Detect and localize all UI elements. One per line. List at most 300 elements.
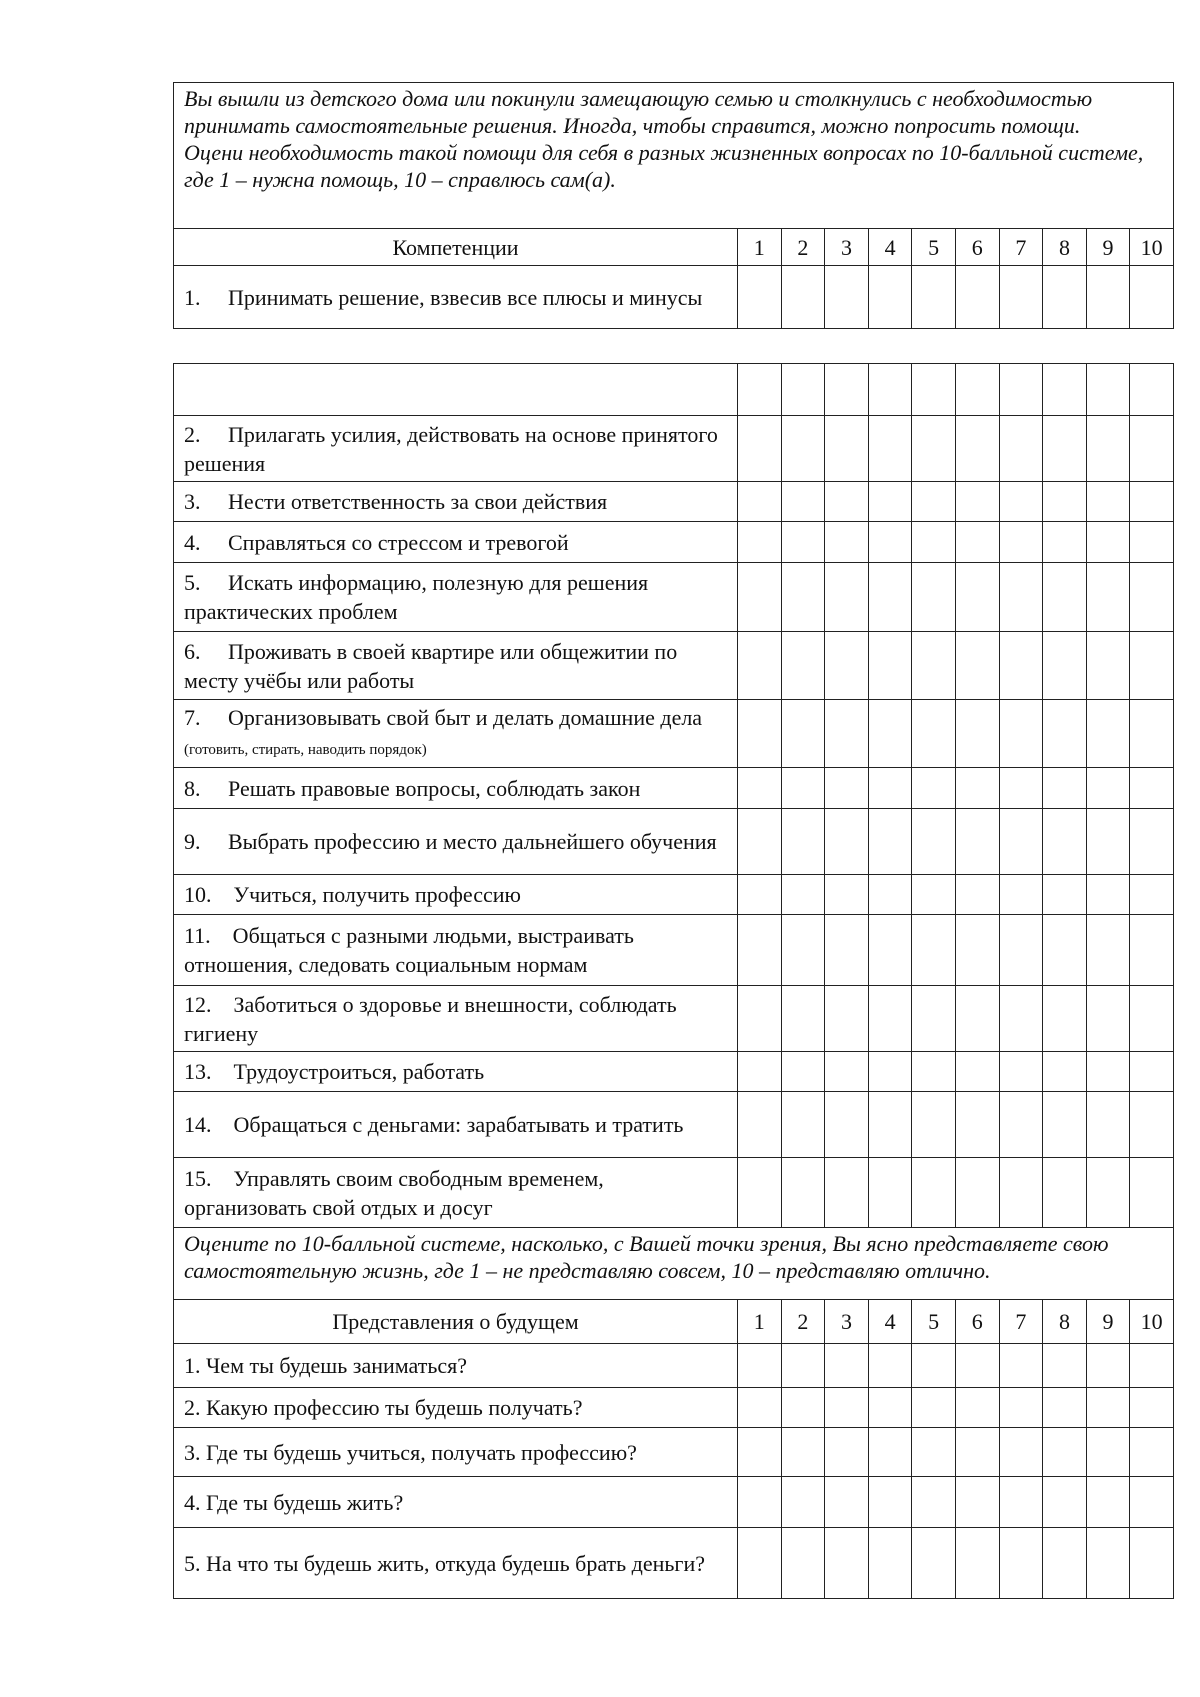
- rating-cell[interactable]: [781, 482, 825, 522]
- rating-cell[interactable]: [868, 1344, 912, 1388]
- competency-label: [174, 563, 738, 632]
- rating-cell[interactable]: [738, 1528, 782, 1599]
- rating-cell[interactable]: [738, 266, 782, 329]
- rating-cell[interactable]: [999, 266, 1043, 329]
- rating-cell[interactable]: [868, 809, 912, 875]
- rating-cell[interactable]: [1086, 364, 1130, 416]
- rating-cell[interactable]: [912, 986, 956, 1052]
- rating-cell[interactable]: [781, 563, 825, 632]
- rating-cell[interactable]: [868, 632, 912, 700]
- intro-text: [174, 83, 1174, 229]
- rating-cell[interactable]: [1086, 416, 1130, 482]
- rating-cell[interactable]: [955, 1428, 999, 1477]
- rating-cell[interactable]: [825, 416, 869, 482]
- table-row: [174, 1158, 1174, 1228]
- rating-cell[interactable]: [738, 364, 782, 416]
- rating-cell[interactable]: [912, 915, 956, 986]
- competency-label: 1. Принимать решение, взвесив все плюсы и минусы: [174, 266, 738, 329]
- future-text: 1. Чем ты будешь заниматься?: [184, 1353, 468, 1378]
- rating-cell[interactable]: [1043, 482, 1087, 522]
- rating-cell[interactable]: [1086, 1052, 1130, 1092]
- page-break-gap: [173, 329, 1173, 363]
- future-header-row: [174, 1300, 1174, 1344]
- rating-cell[interactable]: [868, 1388, 912, 1428]
- table-row: [174, 1428, 1174, 1477]
- rating-cell[interactable]: [1086, 1158, 1130, 1228]
- rating-cell[interactable]: [1043, 364, 1087, 416]
- rating-cell[interactable]: [781, 1528, 825, 1599]
- competency-text: 3. Нести ответственность за свои действия: [184, 489, 608, 514]
- rating-cell[interactable]: [738, 563, 782, 632]
- competency-label: [174, 522, 738, 563]
- rating-cell[interactable]: [999, 809, 1043, 875]
- rating-cell[interactable]: [955, 1092, 999, 1158]
- competency-label: [174, 416, 738, 482]
- rating-cell[interactable]: [955, 1158, 999, 1228]
- rating-cell[interactable]: [781, 1158, 825, 1228]
- rating-cell[interactable]: [1130, 1428, 1174, 1477]
- rating-cell[interactable]: [868, 416, 912, 482]
- rating-cell[interactable]: [1043, 563, 1087, 632]
- rating-cell[interactable]: [781, 632, 825, 700]
- rating-cell[interactable]: [738, 915, 782, 986]
- rating-cell[interactable]: [999, 1092, 1043, 1158]
- competency-label: [174, 986, 738, 1052]
- rating-cell[interactable]: [1086, 482, 1130, 522]
- rating-cell[interactable]: [912, 1052, 956, 1092]
- rating-cell[interactable]: [825, 1158, 869, 1228]
- competency-label: [174, 700, 738, 768]
- competency-text: 13. Трудоустроиться, работать: [184, 1059, 485, 1084]
- rating-cell[interactable]: [781, 522, 825, 563]
- rating-cell[interactable]: [1130, 632, 1174, 700]
- rating-cell[interactable]: [1086, 632, 1130, 700]
- table-row: [174, 915, 1174, 986]
- rating-cell[interactable]: [912, 416, 956, 482]
- rating-cell[interactable]: [912, 1388, 956, 1428]
- rating-cell[interactable]: [781, 266, 825, 329]
- rating-cell[interactable]: [781, 416, 825, 482]
- rating-cell[interactable]: [825, 1052, 869, 1092]
- rating-cell[interactable]: [738, 482, 782, 522]
- rating-cell[interactable]: [868, 266, 912, 329]
- future-text: 2. Какую профессию ты будешь получать?: [184, 1395, 583, 1420]
- competency-label: [174, 809, 738, 875]
- intro-row: [174, 83, 1174, 229]
- scale-10: 10: [1130, 229, 1174, 266]
- rating-cell[interactable]: [1130, 700, 1174, 768]
- rating-cell[interactable]: [825, 1477, 869, 1528]
- future-intro-row: [174, 1228, 1174, 1300]
- future-label: [174, 1388, 738, 1428]
- rating-cell[interactable]: [999, 1477, 1043, 1528]
- rating-cell[interactable]: [781, 1388, 825, 1428]
- rating-cell[interactable]: [912, 563, 956, 632]
- rating-cell[interactable]: [955, 632, 999, 700]
- rating-cell[interactable]: [999, 700, 1043, 768]
- rating-cell[interactable]: [1086, 1528, 1130, 1599]
- rating-cell[interactable]: [999, 416, 1043, 482]
- rating-cell[interactable]: [955, 1528, 999, 1599]
- rating-cell[interactable]: [1043, 1477, 1087, 1528]
- rating-cell[interactable]: [955, 875, 999, 915]
- competency-label: [174, 915, 738, 986]
- rating-cell[interactable]: [955, 522, 999, 563]
- rating-cell[interactable]: [1043, 1344, 1087, 1388]
- table-row: [174, 875, 1174, 915]
- scale-6: 6: [955, 1300, 999, 1344]
- rating-cell[interactable]: [1043, 915, 1087, 986]
- competency-text: 8. Решать правовые вопросы, соблюдать закон: [184, 775, 641, 801]
- competency-text: 10. Учиться, получить профессию: [184, 882, 521, 907]
- rating-cell[interactable]: [955, 1344, 999, 1388]
- rating-cell[interactable]: [955, 1388, 999, 1428]
- rating-cell[interactable]: [1043, 632, 1087, 700]
- rating-cell[interactable]: [1130, 1388, 1174, 1428]
- competency-label: [174, 1158, 738, 1228]
- rating-cell[interactable]: [1086, 700, 1130, 768]
- table-row: [174, 1052, 1174, 1092]
- table-row: [174, 1388, 1174, 1428]
- scale-9: 9: [1086, 229, 1130, 266]
- table-row: [174, 416, 1174, 482]
- scale-8: 8: [1043, 229, 1087, 266]
- rating-cell[interactable]: [1043, 522, 1087, 563]
- rating-cell[interactable]: [781, 915, 825, 986]
- rating-cell[interactable]: [781, 768, 825, 809]
- rating-cell[interactable]: [1086, 1428, 1130, 1477]
- table-row: [174, 1528, 1174, 1599]
- rating-cell[interactable]: [1130, 482, 1174, 522]
- rating-cell[interactable]: [825, 915, 869, 986]
- rating-cell[interactable]: [912, 522, 956, 563]
- rating-cell[interactable]: [825, 1388, 869, 1428]
- rating-cell[interactable]: [1130, 768, 1174, 809]
- rating-cell[interactable]: [825, 1344, 869, 1388]
- rating-cell[interactable]: [912, 632, 956, 700]
- rating-cell[interactable]: [868, 1528, 912, 1599]
- rating-cell[interactable]: [1043, 1388, 1087, 1428]
- rating-cell[interactable]: [738, 1092, 782, 1158]
- rating-cell[interactable]: [868, 1052, 912, 1092]
- table-row: [174, 700, 1174, 768]
- rating-cell[interactable]: [1130, 915, 1174, 986]
- rating-cell[interactable]: [738, 700, 782, 768]
- rating-cell[interactable]: [868, 563, 912, 632]
- rating-cell[interactable]: [825, 1092, 869, 1158]
- rating-cell[interactable]: [912, 1428, 956, 1477]
- rating-cell[interactable]: [738, 1477, 782, 1528]
- rating-cell[interactable]: [1086, 266, 1130, 329]
- rating-cell[interactable]: [1043, 700, 1087, 768]
- rating-cell[interactable]: [1130, 809, 1174, 875]
- rating-cell[interactable]: [825, 768, 869, 809]
- scale-6: 6: [955, 229, 999, 266]
- rating-cell[interactable]: [825, 563, 869, 632]
- rating-cell[interactable]: [999, 1344, 1043, 1388]
- rating-cell[interactable]: [1130, 364, 1174, 416]
- rating-cell[interactable]: [738, 986, 782, 1052]
- future-label: [174, 1428, 738, 1477]
- rating-cell[interactable]: [781, 986, 825, 1052]
- rating-cell[interactable]: [999, 482, 1043, 522]
- rating-cell[interactable]: [781, 1477, 825, 1528]
- rating-cell[interactable]: [781, 1344, 825, 1388]
- future-label: [174, 1344, 738, 1388]
- header-competencies: Компетенции: [174, 229, 738, 266]
- rating-cell[interactable]: [912, 1528, 956, 1599]
- scale-2: 2: [781, 229, 825, 266]
- competencies-table-part-2: [173, 363, 1174, 1599]
- rating-cell[interactable]: [738, 1052, 782, 1092]
- rating-cell[interactable]: [1086, 768, 1130, 809]
- table-row: [174, 809, 1174, 875]
- rating-cell[interactable]: [1130, 1477, 1174, 1528]
- scale-3: 3: [825, 1300, 869, 1344]
- scale-10: 10: [1130, 1300, 1174, 1344]
- rating-cell[interactable]: [1043, 809, 1087, 875]
- scale-7: 7: [999, 229, 1043, 266]
- rating-cell[interactable]: [1130, 522, 1174, 563]
- table-row: [174, 768, 1174, 809]
- rating-cell[interactable]: [738, 1428, 782, 1477]
- rating-cell[interactable]: [955, 482, 999, 522]
- competency-rows: [174, 416, 1174, 1228]
- header-row: [174, 229, 1174, 266]
- rating-cell[interactable]: [1086, 986, 1130, 1052]
- competency-label: [174, 1092, 738, 1158]
- rating-cell[interactable]: [1086, 915, 1130, 986]
- rating-cell[interactable]: [868, 986, 912, 1052]
- rating-cell[interactable]: [1130, 1158, 1174, 1228]
- competency-label: [174, 768, 738, 809]
- rating-cell[interactable]: [955, 1052, 999, 1092]
- rating-cell[interactable]: [999, 1052, 1043, 1092]
- competency-text: 14. Обращаться с деньгами: зарабатывать и тратить: [184, 1112, 684, 1137]
- rating-cell[interactable]: [999, 364, 1043, 416]
- competency-text: 11. Общаться с разными людьми, выстраивать отношения, следовать социальным нормам: [184, 923, 634, 977]
- rating-cell[interactable]: [1086, 875, 1130, 915]
- rating-cell[interactable]: [738, 875, 782, 915]
- rating-cell[interactable]: [1043, 986, 1087, 1052]
- rating-cell[interactable]: [1130, 1092, 1174, 1158]
- rating-cell[interactable]: [781, 364, 825, 416]
- rating-cell[interactable]: [1086, 1092, 1130, 1158]
- rating-cell[interactable]: [825, 482, 869, 522]
- rating-cell[interactable]: [912, 1477, 956, 1528]
- competency-label: [174, 875, 738, 915]
- scale-5: 5: [912, 1300, 956, 1344]
- rating-cell[interactable]: [999, 1528, 1043, 1599]
- rating-cell[interactable]: [825, 809, 869, 875]
- future-intro-text: Оцените по 10-балльной системе, насколько, с Вашей точки зрения, Вы ясно представляете свою самостоятельную жизнь, где 1 – не представляю совсем, 10 – представляю отлично.: [174, 1228, 1174, 1300]
- rating-cell[interactable]: [1043, 1158, 1087, 1228]
- rating-cell[interactable]: [1086, 1477, 1130, 1528]
- scale-2: 2: [781, 1300, 825, 1344]
- rating-cell[interactable]: [1043, 266, 1087, 329]
- rating-cell[interactable]: [868, 522, 912, 563]
- rating-cell[interactable]: [1130, 563, 1174, 632]
- rating-cell[interactable]: [738, 632, 782, 700]
- scale-1: 1: [738, 229, 782, 266]
- rating-cell[interactable]: [912, 364, 956, 416]
- rating-cell[interactable]: [1043, 1092, 1087, 1158]
- rating-cell[interactable]: [955, 700, 999, 768]
- competency-text: 7. Организовывать свой быт и делать домашние дела: [184, 704, 703, 730]
- future-text: 5. На что ты будешь жить, откуда будешь брать деньги?: [184, 1550, 705, 1576]
- rating-cell[interactable]: [825, 986, 869, 1052]
- rating-cell[interactable]: [738, 809, 782, 875]
- rating-cell[interactable]: [1130, 1344, 1174, 1388]
- rating-cell[interactable]: [912, 700, 956, 768]
- rating-cell[interactable]: [955, 915, 999, 986]
- rating-cell[interactable]: [1086, 522, 1130, 563]
- rating-cell[interactable]: [1043, 1428, 1087, 1477]
- rating-cell[interactable]: [912, 1158, 956, 1228]
- rating-cell[interactable]: [1130, 1528, 1174, 1599]
- competency-text: 9. Выбрать профессию и место дальнейшего обучения: [184, 829, 717, 854]
- rating-cell[interactable]: [955, 364, 999, 416]
- intro-paragraph-1: Вы вышли из детского дома или покинули замещающую семью и столкнулись с необходимостью принимать самостоятельные решения. Иногда, чтобы справится, можно попросить помощи.: [184, 86, 1093, 138]
- competency-note: (готовить, стирать, наводить порядок): [184, 741, 427, 758]
- rating-cell[interactable]: [912, 266, 956, 329]
- competency-text: 5. Искать информацию, полезную для решения практических проблем: [184, 570, 649, 624]
- rating-cell[interactable]: [999, 563, 1043, 632]
- competency-label: [174, 1052, 738, 1092]
- rating-cell[interactable]: [868, 768, 912, 809]
- rating-cell[interactable]: [999, 768, 1043, 809]
- rating-cell[interactable]: [781, 1052, 825, 1092]
- rating-cell[interactable]: [781, 875, 825, 915]
- rating-cell[interactable]: [868, 1477, 912, 1528]
- rating-cell[interactable]: [868, 700, 912, 768]
- future-rows: [174, 1344, 1174, 1599]
- rating-cell[interactable]: [912, 1092, 956, 1158]
- rating-cell[interactable]: [999, 1388, 1043, 1428]
- rating-cell[interactable]: [999, 1158, 1043, 1228]
- rating-cell[interactable]: [825, 875, 869, 915]
- rating-cell[interactable]: [999, 522, 1043, 563]
- rating-cell[interactable]: [1130, 875, 1174, 915]
- rating-cell[interactable]: [999, 1428, 1043, 1477]
- questionnaire-page: [173, 82, 1173, 1599]
- rating-cell[interactable]: [955, 986, 999, 1052]
- rating-cell[interactable]: [868, 875, 912, 915]
- competency-text: 4. Справляться со стрессом и тревогой: [184, 529, 569, 555]
- rating-cell[interactable]: [825, 364, 869, 416]
- rating-cell[interactable]: [912, 482, 956, 522]
- competencies-table-part-1: [173, 82, 1174, 329]
- rating-cell[interactable]: [1043, 875, 1087, 915]
- future-label: [174, 1477, 738, 1528]
- scale-3: 3: [825, 229, 869, 266]
- rating-cell[interactable]: [1086, 563, 1130, 632]
- competency-label: [174, 632, 738, 700]
- rating-cell[interactable]: [955, 266, 999, 329]
- rating-cell[interactable]: [781, 809, 825, 875]
- rating-cell[interactable]: [1130, 1052, 1174, 1092]
- rating-cell[interactable]: [955, 1477, 999, 1528]
- rating-cell[interactable]: [781, 700, 825, 768]
- future-text: 4. Где ты будешь жить?: [184, 1489, 404, 1515]
- rating-cell[interactable]: [825, 522, 869, 563]
- rating-cell[interactable]: [868, 482, 912, 522]
- rating-cell[interactable]: [1043, 768, 1087, 809]
- rating-cell[interactable]: [1086, 1344, 1130, 1388]
- scale-7: 7: [999, 1300, 1043, 1344]
- rating-cell[interactable]: [999, 915, 1043, 986]
- rating-cell[interactable]: [825, 1528, 869, 1599]
- rating-cell[interactable]: [868, 915, 912, 986]
- header-future: Представления о будущем: [174, 1300, 738, 1344]
- scale-8: 8: [1043, 1300, 1087, 1344]
- competency-text: 15. Управлять своим свободным временем, организовать свой отдых и досуг: [184, 1165, 604, 1220]
- rating-cell[interactable]: [825, 632, 869, 700]
- rating-cell[interactable]: [999, 632, 1043, 700]
- rating-cell[interactable]: [1086, 809, 1130, 875]
- rating-cell[interactable]: [912, 768, 956, 809]
- rating-cell[interactable]: [738, 416, 782, 482]
- rating-cell[interactable]: [1086, 1388, 1130, 1428]
- scale-4: 4: [868, 229, 912, 266]
- table-row: [174, 632, 1174, 700]
- future-text: 3. Где ты будешь учиться, получать профессию?: [184, 1439, 637, 1465]
- rating-cell[interactable]: [825, 1428, 869, 1477]
- competency-text: 6. Проживать в своей квартире или общежитии по месту учёбы или работы: [184, 638, 678, 693]
- rating-cell[interactable]: [825, 700, 869, 768]
- rating-cell[interactable]: [1043, 1528, 1087, 1599]
- rating-cell[interactable]: [825, 266, 869, 329]
- rating-cell[interactable]: [868, 1092, 912, 1158]
- rating-cell[interactable]: [868, 1158, 912, 1228]
- table-row: [174, 1092, 1174, 1158]
- rating-cell[interactable]: [781, 1428, 825, 1477]
- rating-cell[interactable]: [912, 875, 956, 915]
- rating-cell[interactable]: [738, 768, 782, 809]
- intro-paragraph-2: Оцени необходимость такой помощи для себя в разных жизненных вопросах по 10-балльной системе, где 1 – нужна помощь, 10 – справлюсь сам(а).: [184, 140, 1144, 192]
- rating-cell[interactable]: [738, 1388, 782, 1428]
- scale-9: 9: [1086, 1300, 1130, 1344]
- table-row: [174, 1477, 1174, 1528]
- rating-cell[interactable]: [999, 986, 1043, 1052]
- rating-cell[interactable]: [955, 768, 999, 809]
- rating-cell[interactable]: [912, 1344, 956, 1388]
- table-row: [174, 266, 1174, 329]
- rating-cell[interactable]: [781, 1092, 825, 1158]
- rating-cell[interactable]: [868, 364, 912, 416]
- table-row: [174, 482, 1174, 522]
- rating-cell[interactable]: [738, 522, 782, 563]
- rating-cell[interactable]: [912, 809, 956, 875]
- rating-cell[interactable]: [738, 1344, 782, 1388]
- table-row: [174, 563, 1174, 632]
- scale-1: 1: [738, 1300, 782, 1344]
- scale-4: 4: [868, 1300, 912, 1344]
- rating-cell[interactable]: [955, 416, 999, 482]
- rating-cell[interactable]: [1043, 1052, 1087, 1092]
- competency-label: [174, 482, 738, 522]
- rating-cell[interactable]: [955, 563, 999, 632]
- rating-cell[interactable]: [1130, 986, 1174, 1052]
- rating-cell[interactable]: [868, 1428, 912, 1477]
- rating-cell[interactable]: [1130, 266, 1174, 329]
- rating-cell[interactable]: [738, 1158, 782, 1228]
- rating-cell[interactable]: [999, 875, 1043, 915]
- empty-row: [174, 364, 1174, 416]
- rating-cell[interactable]: [955, 809, 999, 875]
- rating-cell[interactable]: [1043, 416, 1087, 482]
- rating-cell[interactable]: [1130, 416, 1174, 482]
